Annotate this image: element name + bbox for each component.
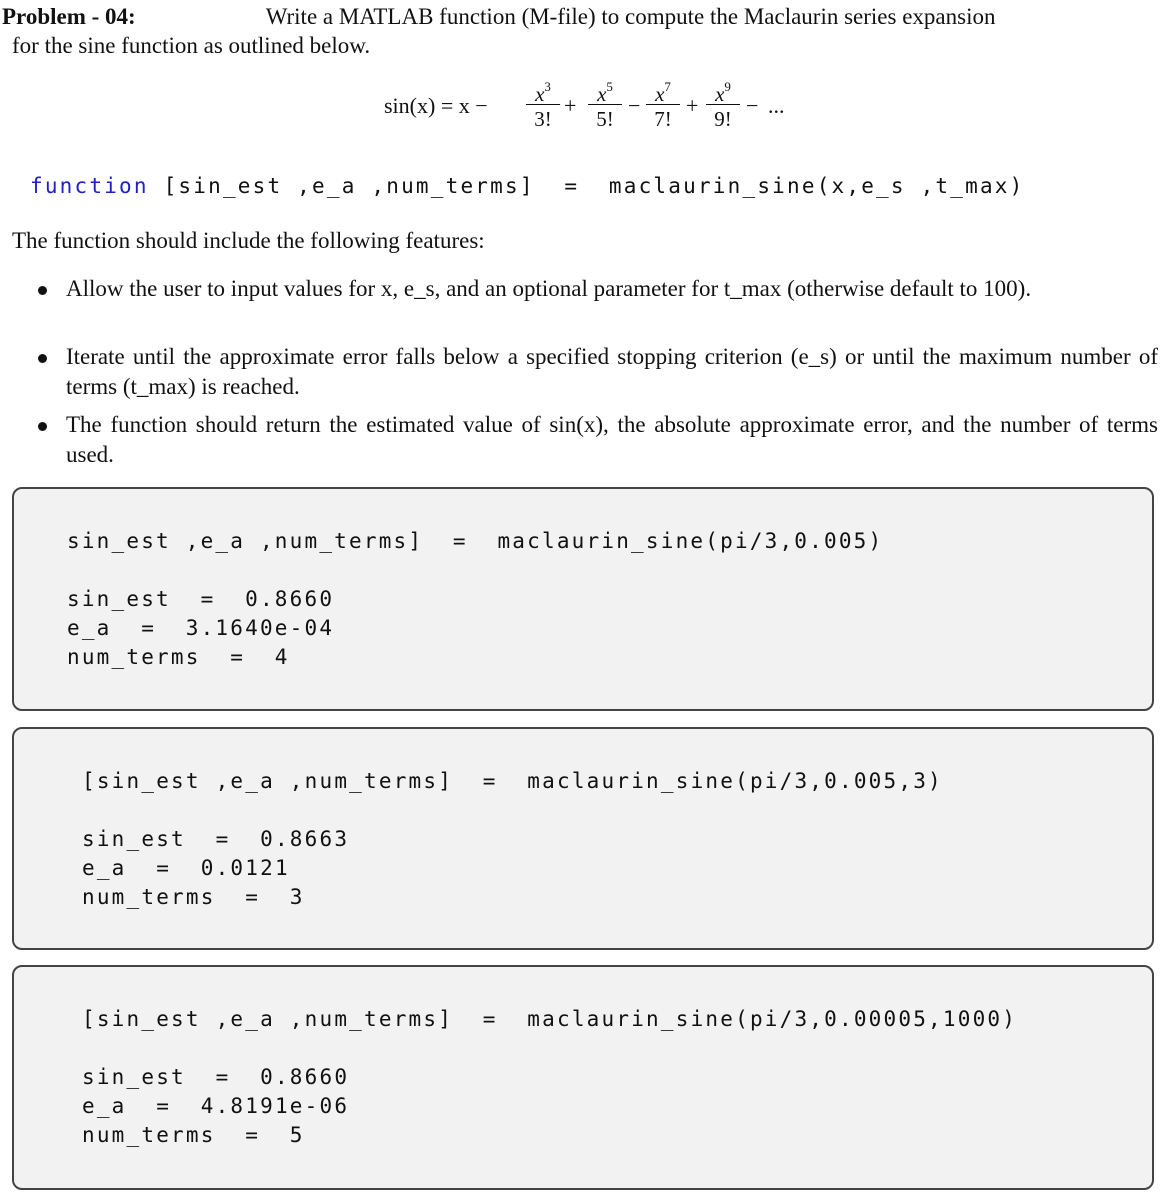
- function-signature: [30, 174, 1025, 198]
- problem-intro-line2: for the sine function as outlined below.: [12, 33, 371, 58]
- function-keyword: function: [30, 174, 149, 198]
- term-exponent: 7: [664, 79, 671, 94]
- code-output-line: sin_est = 0.8660: [67, 587, 335, 611]
- formula-operator: −: [628, 93, 641, 118]
- formula-term: [646, 74, 680, 133]
- problem-statement: [2, 2, 1160, 32]
- term-denominator: 3!: [534, 107, 552, 131]
- code-output-line: e_a = 3.1640e-04: [67, 616, 335, 640]
- bullet-icon: [38, 354, 47, 363]
- features-intro: The function should include the following features:: [12, 228, 485, 253]
- code-output-line: num_terms = 3: [82, 885, 305, 909]
- feature-text: Iterate until the approximate error falls below a specified stopping criterion (e_s) or until the maximum number of terms (t_max) is reached.: [66, 344, 1158, 399]
- bullet-icon: [38, 286, 47, 295]
- code-output-line: sin_est = 0.8663: [82, 827, 350, 851]
- term-numerator: x: [655, 82, 665, 106]
- code-call-line: [sin_est ,e_a ,num_terms] = maclaurin_sine(pi/3,0.005,3): [82, 769, 943, 793]
- code-call-line: [sin_est ,e_a ,num_terms] = maclaurin_sine(pi/3,0.00005,1000): [82, 1007, 1018, 1031]
- formula-operator: −: [746, 93, 759, 118]
- term-numerator: x: [535, 82, 545, 106]
- code-output-line: e_a = 4.8191e-06: [82, 1094, 350, 1118]
- code-output-line: e_a = 0.0121: [82, 856, 290, 880]
- term-denominator: 7!: [654, 107, 672, 131]
- term-exponent: 9: [724, 79, 731, 94]
- term-numerator: x: [715, 82, 725, 106]
- signature-body: [sin_est ,e_a ,num_terms] = maclaurin_sine(x,e_s ,t_max): [148, 174, 1025, 198]
- code-example-box: [12, 487, 1154, 711]
- code-output-line: sin_est = 0.8660: [82, 1065, 350, 1089]
- formula-lhs: sin(x) = x −: [384, 93, 488, 118]
- formula-term: [706, 74, 740, 133]
- term-exponent: 5: [606, 79, 613, 94]
- term-denominator: 9!: [714, 107, 732, 131]
- code-output-line: num_terms = 5: [82, 1123, 305, 1147]
- code-example-box: [12, 965, 1154, 1190]
- formula-term: [588, 74, 622, 133]
- formula-operator: +: [686, 93, 699, 118]
- feature-text: Allow the user to input values for x, e_s, and an optional parameter for t_max (otherwise default to 100).: [66, 276, 1032, 301]
- bullet-icon: [38, 422, 47, 431]
- term-denominator: 5!: [596, 107, 614, 131]
- problem-intro-line1: Write a MATLAB function (M-file) to compute the Maclaurin series expansion: [265, 4, 996, 29]
- feature-text: The function should return the estimated value of sin(x), the absolute approximate error, and the number of terms used.: [66, 412, 1158, 467]
- code-output-line: num_terms = 4: [67, 645, 290, 669]
- term-numerator: x: [597, 82, 607, 106]
- formula-ellipsis: ...: [768, 93, 785, 118]
- code-example-box: [12, 727, 1154, 950]
- problem-label: Problem - 04:: [2, 4, 136, 29]
- formula-operator: +: [564, 93, 577, 118]
- term-exponent: 3: [544, 79, 551, 94]
- formula-term: [526, 74, 560, 133]
- code-call-line: sin_est ,e_a ,num_terms] = maclaurin_sine(pi/3,0.005): [67, 529, 884, 553]
